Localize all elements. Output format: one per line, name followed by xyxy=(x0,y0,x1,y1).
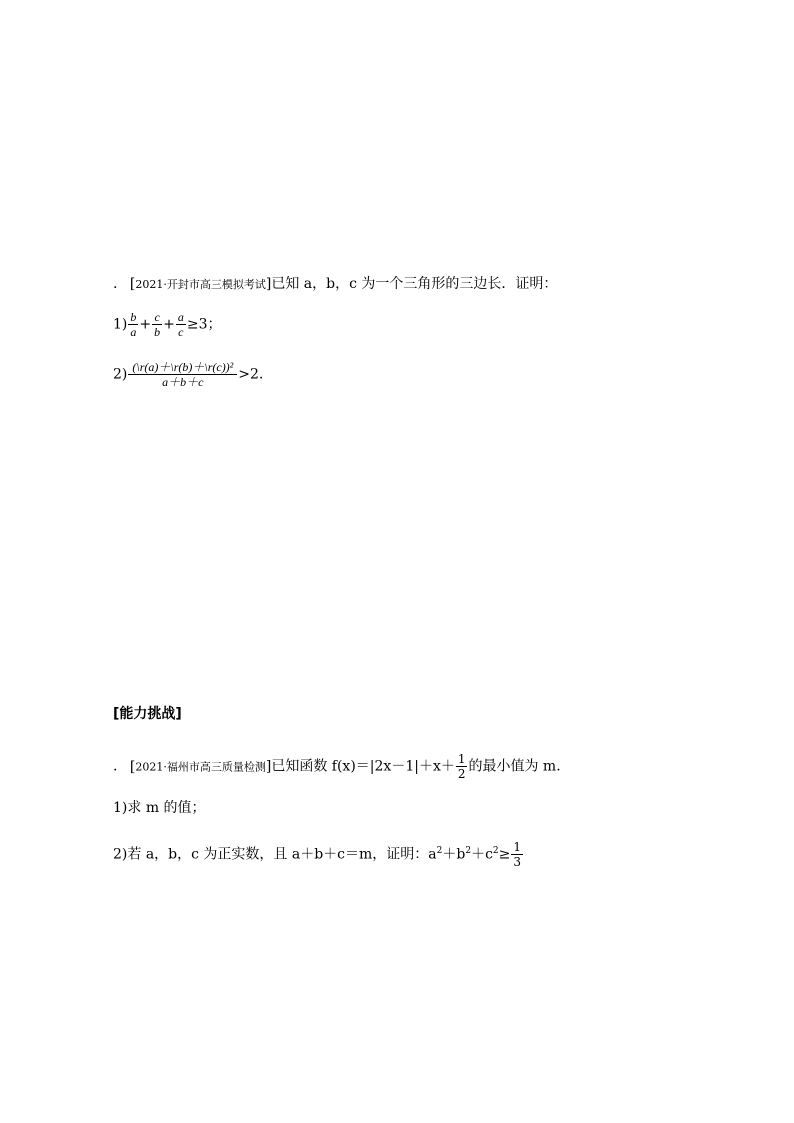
problem2-stem-pre: 已知函数 f(x)＝|2x－1|＋x＋ xyxy=(271,758,455,775)
square-exponent: 2 xyxy=(465,845,472,856)
problem1-stem-text: 已知 a，b，c 为一个三角形的三边长．证明： xyxy=(271,276,558,292)
square-exponent: 2 xyxy=(436,845,443,856)
problem2-stem xyxy=(113,752,561,781)
problem1-part2 xyxy=(113,360,263,389)
fraction-one-third xyxy=(511,840,523,869)
problem1-source-open: [ xyxy=(129,276,136,292)
fraction-c-over-b xyxy=(152,310,162,339)
part2-mid1: ＋b xyxy=(442,846,466,863)
fraction-numerator: 1 xyxy=(457,752,466,766)
part2-mid2: ＋c xyxy=(471,846,493,863)
problem1-dot: . xyxy=(113,276,118,292)
fraction-denominator: b xyxy=(154,325,161,339)
part1-tail: ≥3； xyxy=(186,316,222,333)
problem1-source-close: ] xyxy=(265,276,272,292)
plus-sign: + xyxy=(163,316,175,333)
fraction-numerator: (\r(a)＋\r(b)＋\r(c))² xyxy=(128,360,237,375)
problem2-source-open: [ xyxy=(129,758,136,775)
part1-label: 1) xyxy=(113,316,128,333)
part2-fraction xyxy=(128,360,237,389)
problem1-stem xyxy=(113,277,557,291)
plus-sign: + xyxy=(139,316,152,333)
problem2-stem-post: 的最小值为 m. xyxy=(468,758,561,775)
part2-pre: 2)若 a，b，c 为正实数，且 a＋b＋c＝m，证明：a xyxy=(113,846,437,863)
fraction-denominator: 3 xyxy=(513,855,522,869)
geq-sign: ≥ xyxy=(498,846,511,863)
problem2-source-close: ] xyxy=(265,758,272,775)
section-heading: [能力挑战] xyxy=(113,706,182,722)
fraction-a-over-c xyxy=(176,310,186,339)
problem2-source-name: 福州市高三质量检测 xyxy=(166,760,266,774)
fraction-b-over-a xyxy=(128,310,138,339)
part2-tail: >2. xyxy=(238,366,264,383)
problem2-part1: 1)求 m 的值； xyxy=(113,800,206,816)
fraction-denominator: a＋b＋c xyxy=(162,375,204,389)
fraction-numerator: a xyxy=(177,310,184,324)
fraction-numerator: 1 xyxy=(513,840,522,854)
fraction-one-half xyxy=(456,752,468,781)
problem2-source-year: 2021· xyxy=(135,760,167,774)
fraction-denominator: c xyxy=(178,325,184,339)
problem1-part1 xyxy=(113,310,221,339)
problem1-source-name: 开封市高三模拟考试 xyxy=(166,278,266,291)
problem2-dot: . xyxy=(113,758,118,775)
part2-label: 2) xyxy=(113,366,128,383)
fraction-denominator: a xyxy=(130,325,137,339)
problem1-source-year: 2021· xyxy=(135,278,167,291)
fraction-numerator: b xyxy=(130,310,137,324)
fraction-denominator: 2 xyxy=(457,767,466,781)
square-exponent: 2 xyxy=(492,845,499,856)
fraction-numerator: c xyxy=(152,310,162,325)
problem2-part2 xyxy=(113,840,524,869)
